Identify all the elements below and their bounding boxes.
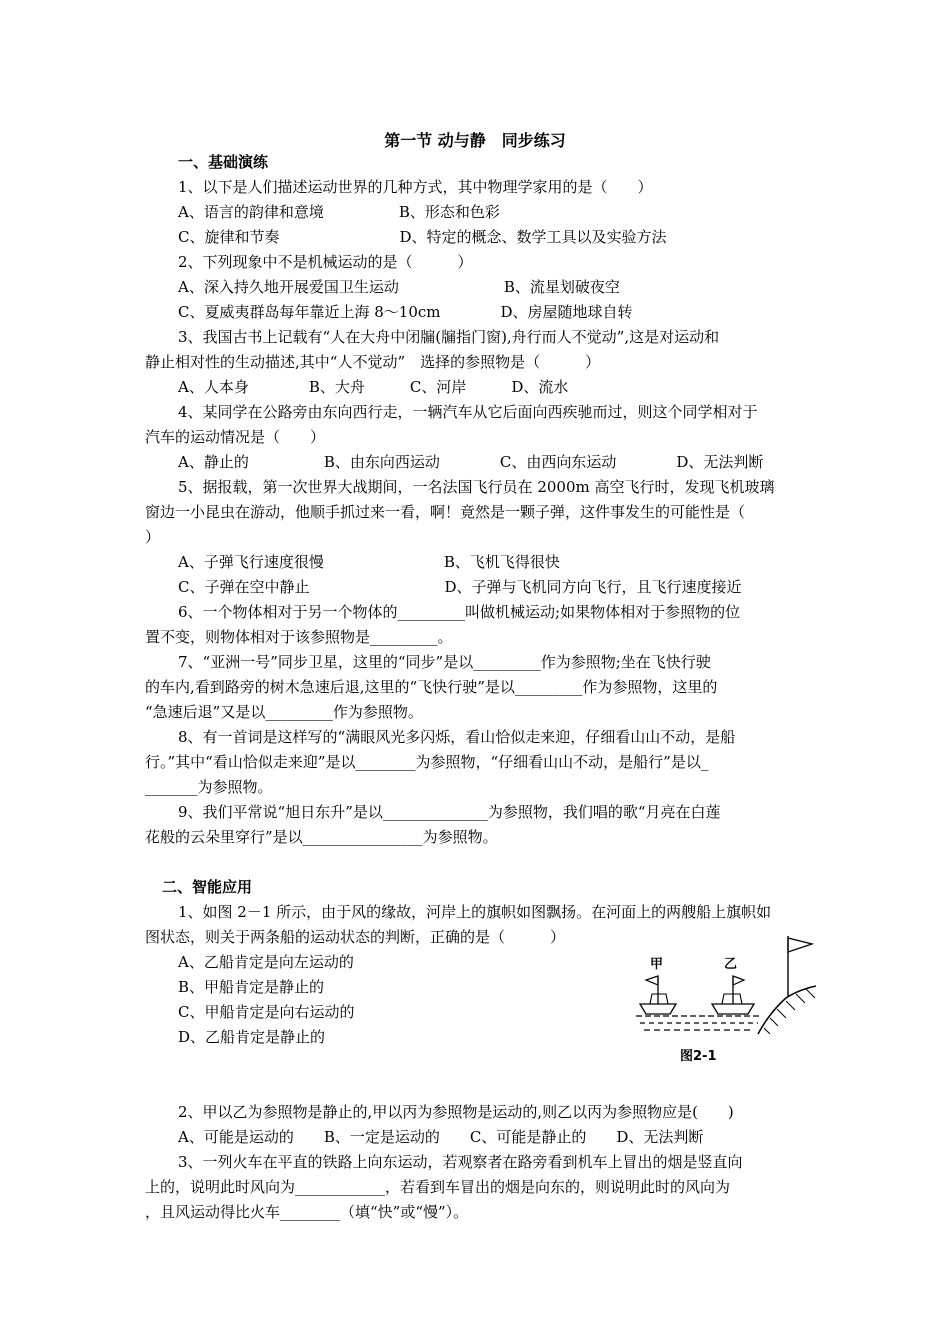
question-line: 7、“亚洲一号”同步卫星，这里的“同步”是以_________作为参照物;坐在飞快行驶 [178, 653, 711, 671]
option-line: D、乙船肯定是静止的 [178, 1028, 326, 1046]
question-line: 1、如图 2－1 所示，由于风的缘故，河岸上的旗帜如图飘扬。在河面上的两艘船上旗帜如 [178, 903, 772, 921]
question-line: 花般的云朵里穿行”是以________________为参照物。 [145, 828, 498, 846]
boat-yi-icon [712, 976, 754, 1014]
option-line: A、人本身 B、大舟 C、河岸 D、流水 [178, 378, 569, 396]
question-line: 6、一个物体相对于另一个物体的_________叫做机械运动;如果物体相对于参照物的位 [178, 603, 741, 621]
question-line: _______为参照物。 [145, 778, 273, 796]
question-line: 汽车的运动情况是（ ） [145, 428, 326, 446]
question-line: ，且风运动得比火车________（填“快”或“慢”）。 [145, 1203, 469, 1221]
question-line: 4、某同学在公路旁由东向西行走，一辆汽车从它后面向西疾驰而过，则这个同学相对于 [178, 403, 758, 421]
question-line: 3、我国古书上记载有“人在大舟中闭牖(牖指门窗),舟行而人不觉动”,这是对运动和 [178, 328, 720, 346]
question-line: 8、有一首词是这样写的“满眼风光多闪烁，看山恰似走来迎，仔细看山山不动，是船 [178, 728, 736, 746]
option-line: B、甲船肯定是静止的 [178, 978, 325, 996]
option-line: A、乙船肯定是向左运动的 [178, 953, 354, 971]
question-line: 行。”其中“看山恰似走来迎”是以________为参照物，“仔细看山山不动，是船行”是以_ [145, 753, 709, 771]
label-jia: 甲 [650, 957, 664, 972]
section-heading-basic: 一、基础演练 [178, 153, 269, 171]
page-title: 第一节 动与静 同步练习 [384, 131, 566, 150]
question-line: 图状态，则关于两条船的运动状态的判断，正确的是（ ） [145, 928, 566, 946]
question-line: 9、我们平常说“旭日东升”是以______________为参照物，我们唱的歌“月亮在白莲 [178, 803, 721, 821]
option-line: A、语言的韵律和意境 B、形态和色彩 [178, 203, 500, 221]
bank-flag-icon [788, 936, 812, 996]
question-line: 静止相对性的生动描述,其中“人不觉动” 选择的参照物是（ ） [145, 353, 601, 371]
option-line: C、夏威夷群岛每年靠近上海 8～10cm D、房屋随地球自转 [178, 303, 633, 321]
question-line: 2、下列现象中不是机械运动的是（ ） [178, 253, 473, 271]
option-line: C、甲船肯定是向右运动的 [178, 1003, 355, 1021]
question-line: 3、一列火车在平直的铁路上向东运动，若观察者在路旁看到机车上冒出的烟是竖直向 [178, 1153, 743, 1171]
option-line: A、可能是运动的 B、一定是运动的 C、可能是静止的 D、无法判断 [178, 1128, 704, 1146]
figure-boats-flags [636, 930, 816, 1070]
question-line: 1、以下是人们描述运动世界的几种方式，其中物理学家用的是（ ） [178, 178, 653, 196]
question-line: 的车内,看到路旁的树木急速后退,这里的“飞快行驶”是以_________作为参照物，这里的 [145, 678, 718, 696]
option-line: C、旋律和节奏 D、特定的概念、数学工具以及实验方法 [178, 228, 667, 246]
water-icon [636, 1016, 760, 1030]
section-heading-applied: 二、智能应用 [162, 878, 253, 896]
question-line: 5、据报载，第一次世界大战期间，一名法国飞行员在 2000m 高空飞行时，发现飞机玻璃 [178, 478, 775, 496]
option-line: A、子弹飞行速度很慢 B、飞机飞得很快 [178, 553, 560, 571]
option-line: A、深入持久地开展爱国卫生运动 B、流星划破夜空 [178, 278, 620, 296]
question-line: ） [145, 528, 161, 546]
river-bank-icon [758, 986, 816, 1034]
option-line: A、静止的 B、由东向西运动 C、由西向东运动 D、无法判断 [178, 453, 764, 471]
question-line: 窗边一小昆虫在游动，他顺手抓过来一看，啊！竟然是一颗子弹，这件事发生的可能性是（ [145, 503, 746, 521]
option-line: C、子弹在空中静止 D、子弹与飞机同方向飞行，且飞行速度接近 [178, 578, 742, 596]
question-line: 2、甲以乙为参照物是静止的,甲以丙为参照物是运动的,则乙以丙为参照物应是( ) [178, 1103, 734, 1121]
question-line: 上的，说明此时风向为____________，若看到车冒出的烟是向东的，则说明此时的风向为 [145, 1178, 731, 1196]
question-line: “急速后退”又是以_________作为参照物。 [145, 703, 423, 721]
boat-jia-icon [640, 976, 676, 1014]
label-yi: 乙 [724, 957, 738, 972]
figure-caption: 图2-1 [680, 1049, 717, 1064]
question-line: 置不变，则物体相对于该参照物是_________。 [145, 628, 453, 646]
